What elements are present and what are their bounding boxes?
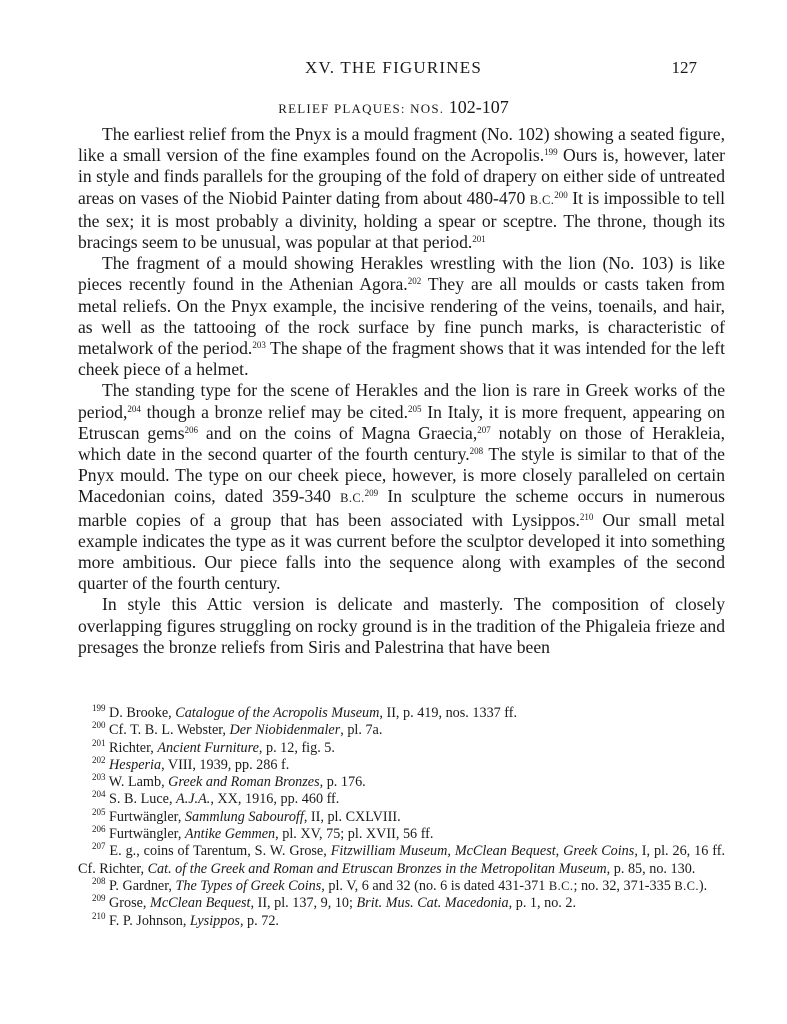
era-abbrev: B.C. xyxy=(674,878,699,893)
era-abbrev: B.C. xyxy=(340,491,365,506)
text-run: , p. 85, no. 130. xyxy=(606,860,696,877)
footnote-206 xyxy=(78,826,725,843)
text-run: ; no. 32, 371-335 xyxy=(573,877,675,894)
text-run: Our small metal example indicates the type as it was current before the sculptor developed it into something more ambitious. Our piece falls into the sequence along with examples of the second quarter of the fourth century. xyxy=(78,509,725,594)
footnote-number: 204 xyxy=(92,789,106,800)
footnote-number: 200 xyxy=(92,720,106,731)
chapter-title: XV. THE FIGURINES xyxy=(304,58,483,77)
text-run: , II, p. 419, nos. 1337 ff. xyxy=(379,705,518,721)
text-run: , II, pl. 137, 9, 10; xyxy=(250,895,357,912)
footnote-number: 203 xyxy=(92,772,106,783)
citation-title: McClean Bequest xyxy=(150,895,251,912)
footnote-number: 210 xyxy=(92,910,106,921)
citation-title: Antike Gemmen xyxy=(184,826,276,843)
text-run: The fragment of a mould showing Herakles wrestling with the lion (No. 103) is like pieces recently found in the Athenian Agora. xyxy=(78,253,725,295)
citation-title: Catalogue of the Acropolis Museum xyxy=(175,705,380,721)
text-run: , p. 72. xyxy=(239,912,279,929)
footnote-number: 205 xyxy=(92,806,106,817)
text-run: , pl. 7a. xyxy=(340,722,383,739)
footnote-ref[interactable]: 202 xyxy=(407,276,422,287)
citation-title: Ancient Furniture xyxy=(157,739,259,756)
footnote-204 xyxy=(78,791,725,808)
footnote-208 xyxy=(78,875,725,895)
text-run: S. B. Luce, xyxy=(105,791,177,808)
text-run: , p. 1, no. 2. xyxy=(508,895,577,912)
text-run: Cf. T. B. L. Webster, xyxy=(105,722,230,739)
footnote-203 xyxy=(78,774,725,791)
text-run: , pl. V, 6 and 32 (no. 6 is dated 431-371 xyxy=(321,877,549,894)
text-run: P. Gardner, xyxy=(105,877,176,894)
footnote-201 xyxy=(78,737,725,757)
text-run: The style is similar to that of the Pnyx mould. The type on our cheek piece, however, is more closely paralleled on certain Macedonian coins, dated 359-340 xyxy=(78,444,725,507)
footnote-209 xyxy=(78,895,725,912)
text-run: E. g., coins of Tarentum, S. W. Grose, xyxy=(105,843,331,860)
citation-title: Cat. of the Greek and Roman and Etruscan Bronzes in the Metropolitan Museum xyxy=(147,860,607,877)
citation-title: Der Niobidenmaler xyxy=(229,722,341,739)
footnote-205 xyxy=(78,806,725,826)
section-heading xyxy=(0,97,787,118)
citation-title: The Types of Greek Coins xyxy=(175,877,322,894)
footnote-200 xyxy=(78,722,725,739)
citation-title: Sammlung Sabouroff xyxy=(184,808,304,825)
text-run: though a bronze relief may be cited. xyxy=(140,401,409,422)
text-run: Furtwängler, xyxy=(105,826,185,843)
footnote-199 xyxy=(78,705,725,722)
footnote-ref[interactable]: 199 xyxy=(544,147,558,158)
citation-title: Brit. Mus. Cat. Macedonia xyxy=(356,895,509,912)
text-run: and on the coins of Magna Graecia, xyxy=(198,422,478,443)
footnote-ref[interactable]: 209 xyxy=(364,488,379,499)
footnote-ref[interactable]: 208 xyxy=(469,446,484,457)
citation-title: Hesperia xyxy=(109,756,162,773)
text-run: , p. 12, fig. 5. xyxy=(258,739,335,756)
footnote-207 xyxy=(78,843,725,878)
footnote-number: 209 xyxy=(92,893,106,904)
footnote-ref[interactable]: 205 xyxy=(408,403,422,414)
section-heading-label: RELIEF PLAQUES: NOS. xyxy=(278,101,445,116)
footnote-ref[interactable]: 206 xyxy=(184,424,199,435)
text-run: , pl. XV, 75; pl. XVII, 56 ff. xyxy=(275,826,434,843)
text-run: , II, pl. CXLVIII. xyxy=(303,808,401,825)
text-run: In style this Attic version is delicate and masterly. The composition of closely overlapping figures struggling on rocky ground is in the tradition of the Phigaleia frieze and presages the bronze reliefs from Siris and Palestrina that have been xyxy=(78,594,725,657)
footnotes xyxy=(78,705,725,930)
text-run: , XX, 1916, pp. 460 ff. xyxy=(210,791,340,808)
text-run: ). xyxy=(698,877,708,894)
footnote-ref[interactable]: 210 xyxy=(579,511,594,522)
footnote-number: 201 xyxy=(92,737,106,748)
text-run: They are all moulds or casts taken from metal reliefs. On the Pnyx example, the incisive rendering of the veins, toenails, and hair, as well as the tattooing of the rock surface by fine punch marks, is characteristic of metalwork of the period. xyxy=(78,274,725,359)
footnote-number: 199 xyxy=(92,703,106,713)
text-run: , VIII, 1939, pp. 286 f. xyxy=(161,756,290,773)
paragraph-4 xyxy=(78,594,725,658)
citation-title: Greek and Roman Bronzes xyxy=(168,774,320,791)
text-run: The earliest relief from the Pnyx is a mould fragment (No. 102) showing a seated figure, like a small version of the fine examples found on the Acropolis. xyxy=(78,124,725,166)
era-abbrev: B.C. xyxy=(548,878,574,893)
text-run: , I, pl. 26, 16 ff. Cf. Richter, xyxy=(78,843,726,877)
text-run: Furtwängler, xyxy=(105,808,185,825)
text-run: The shape of the fragment shows that it was intended for the left cheek piece of a helmet. xyxy=(78,338,725,380)
body-text xyxy=(78,124,725,658)
footnote-number: 202 xyxy=(92,754,106,765)
footnote-number: 207 xyxy=(92,841,106,852)
footnote-number: 206 xyxy=(92,824,106,835)
text-run: , p. 176. xyxy=(319,774,366,791)
footnote-202 xyxy=(78,754,725,774)
text-run: Richter, xyxy=(105,739,158,756)
footnote-ref[interactable]: 207 xyxy=(477,424,491,435)
section-heading-range: 102-107 xyxy=(448,97,509,117)
era-abbrev: B.C. xyxy=(529,192,555,207)
page-number: 127 xyxy=(671,58,697,77)
text-run: Ours is, however, later in style and finds parallels for the grouping of the fold of drapery on either side of untreated areas on vases of the Niobid Painter dating from about 480-470 xyxy=(78,145,725,208)
text-run: In sculpture the scheme occurs in numerous marble copies of a group that has been associated with Lysippos. xyxy=(78,486,725,530)
paragraph-1 xyxy=(78,124,725,253)
footnote-ref[interactable]: 200 xyxy=(554,189,568,200)
footnote-number: 208 xyxy=(92,875,106,886)
text-run: The standing type for the scene of Herakles and the lion is rare in Greek works of the period, xyxy=(78,380,725,422)
citation-title: Lysippos xyxy=(189,912,240,929)
running-head xyxy=(0,58,787,82)
footnote-ref[interactable]: 203 xyxy=(252,340,266,351)
text-run: W. Lamb, xyxy=(105,774,169,791)
paragraph-3 xyxy=(78,380,725,594)
footnote-ref[interactable]: 204 xyxy=(127,403,141,414)
footnote-210 xyxy=(78,910,725,930)
text-run: F. P. Johnson, xyxy=(105,912,190,929)
footnote-ref[interactable]: 201 xyxy=(472,234,486,245)
text-run: notably on those of Herakleia, which date in the second quarter of the fourth century. xyxy=(78,422,725,465)
citation-title: Fitzwilliam Museum, McClean Bequest, Greek Coins xyxy=(330,843,635,860)
paragraph-2 xyxy=(78,253,725,380)
text-run: It is impossible to tell the sex; it is most probably a divinity, holding a spear or sceptre. The throne, though its bracings seem to be unusual, was popular at that period. xyxy=(78,187,726,253)
text-run: D. Brooke, xyxy=(105,705,176,721)
citation-title: A.J.A. xyxy=(176,791,211,808)
text-run: In Italy, it is more frequent, appearing on Etruscan gems xyxy=(78,401,726,443)
text-run: Grose, xyxy=(105,895,151,912)
